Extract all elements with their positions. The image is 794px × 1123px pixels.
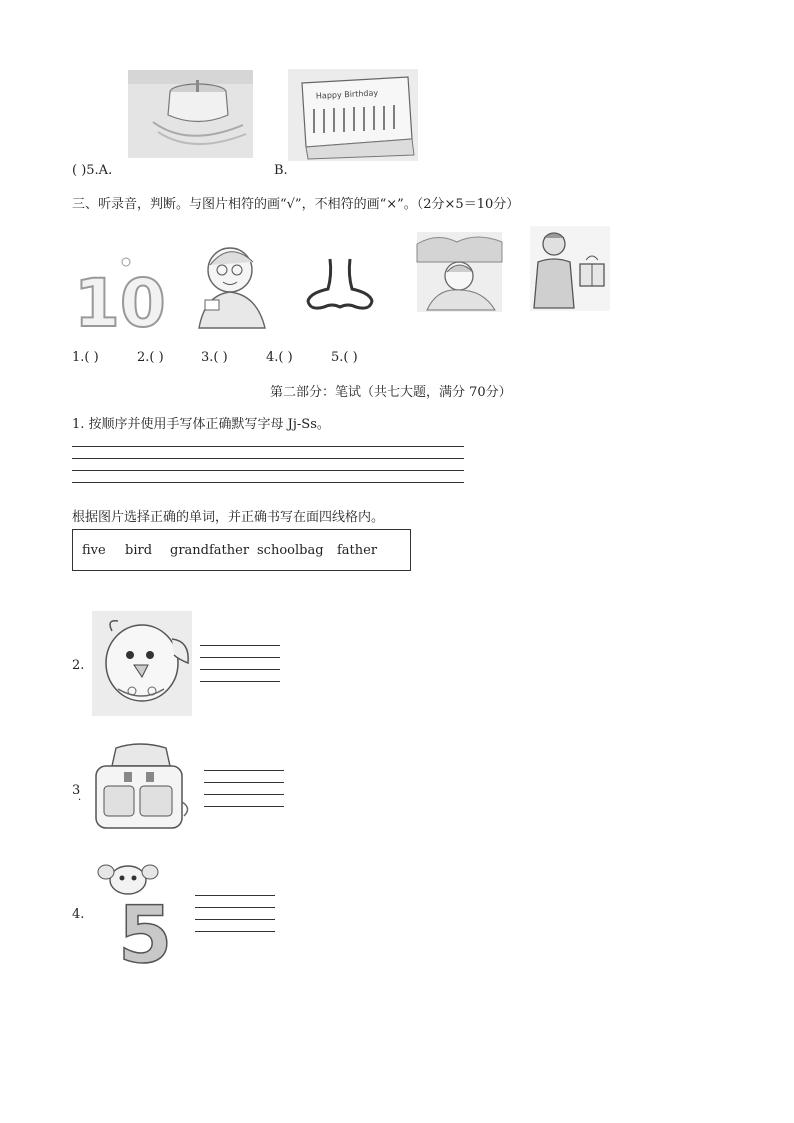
word-schoolbag: schoolbag <box>257 543 324 558</box>
nose-image <box>300 255 380 315</box>
bird-image <box>92 611 192 716</box>
word-father: father <box>337 543 378 558</box>
child-in-bed-image <box>417 232 502 312</box>
section3-title: 三、听录音，判断。与图片相符的画“√”，不相符的画“×”。（2分×5＝10分） <box>72 197 520 212</box>
man-with-gift-image <box>530 226 610 311</box>
answer-3[interactable]: 3.( ) <box>201 350 228 365</box>
word-bank <box>72 529 411 571</box>
word-five: five <box>82 543 106 558</box>
item-3-number: 3 <box>72 783 81 798</box>
answer-1[interactable]: 1.( ) <box>72 350 99 365</box>
letter-writing-lines[interactable] <box>72 446 464 483</box>
birthday-card-image <box>288 69 418 161</box>
word-grandfather: grandfather <box>170 543 250 558</box>
schoolbag-image <box>90 742 192 837</box>
number-ten-text: 10 <box>74 265 166 342</box>
cake-image <box>128 70 253 158</box>
item-3-writing-lines[interactable] <box>204 770 284 807</box>
number-five-image <box>96 862 186 981</box>
answer-5[interactable]: 5.( ) <box>331 350 358 365</box>
q5-label: ( )5.A. <box>72 163 113 178</box>
item-4-number: 4. <box>72 907 85 922</box>
word-bird: bird <box>125 543 153 558</box>
number-five-text: 5 <box>118 891 173 981</box>
item-4-writing-lines[interactable] <box>195 895 275 932</box>
item-3-dot: · <box>78 795 82 806</box>
part2-instruction: 根据图片选择正确的单词，并正确书写在面四线格内。 <box>72 510 385 525</box>
part2-title: 第二部分：笔试（共七大题，满分 70分） <box>270 385 512 400</box>
part2-q1: 1. 按顺序并使用手写体正确默写字母 Jj-Ss。 <box>72 417 330 432</box>
grandmother-image <box>185 240 270 330</box>
answer-4[interactable]: 4.( ) <box>266 350 293 365</box>
number-ten-image <box>70 250 166 342</box>
answer-2[interactable]: 2.( ) <box>137 350 164 365</box>
card-text: Happy Birthday <box>315 88 379 101</box>
q5-option-b: B. <box>274 163 288 178</box>
item-2-number: 2. <box>72 658 85 673</box>
item-2-writing-lines[interactable] <box>200 645 280 682</box>
